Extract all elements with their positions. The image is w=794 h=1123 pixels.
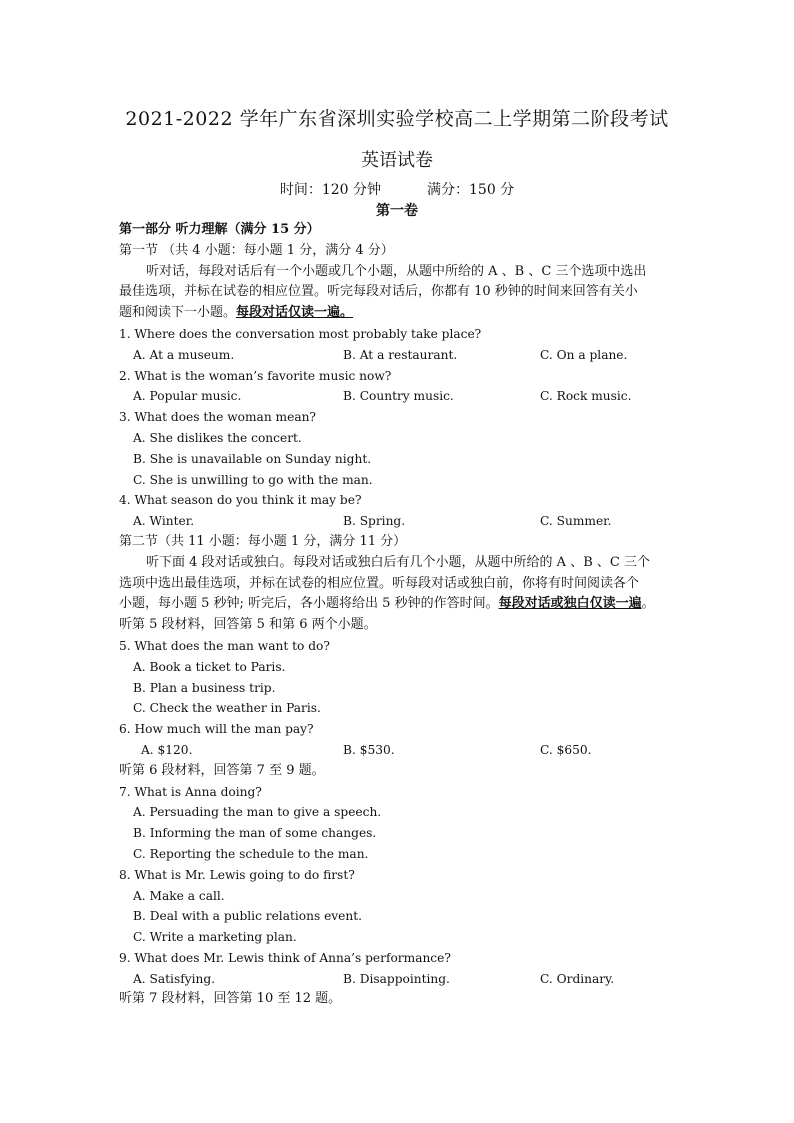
instruction-emphasis: 每段对话仅读一遍。 xyxy=(236,305,354,321)
instruction-text: 。 xyxy=(641,596,655,612)
material-note: 听第 6 段材料，回答第 7 至 9 题。 xyxy=(119,762,325,778)
option-b: B. She is unavailable on Sunday night. xyxy=(133,451,372,466)
option-a: A. Satisfying. xyxy=(133,971,216,986)
instruction-text: 题和阅读下一小题。 xyxy=(119,305,237,321)
question-options xyxy=(119,511,679,532)
question-stem: 1. Where does the conversation most probably take place? xyxy=(119,326,482,341)
exam-time-score xyxy=(0,179,794,199)
exam-score: 满分：150 分 xyxy=(427,182,515,198)
section2-instruction-line: 选项中选出最佳选项，并标在试卷的相应位置。听每段对话或独白前，你将有时间阅读各个 xyxy=(119,575,640,591)
question-stem: 2. What is the woman’s favorite music now? xyxy=(119,368,392,383)
option-a: A. $120. xyxy=(141,742,193,757)
material-note: 听第 7 段材料，回答第 10 至 12 题。 xyxy=(119,991,342,1007)
question-stem: 7. What is Anna doing? xyxy=(119,784,262,799)
question-options xyxy=(119,740,679,761)
question-stem: 3. What does the woman mean? xyxy=(119,410,316,425)
question-stem: 4. What season do you think it may be? xyxy=(119,493,362,508)
section2-instruction-line: 听下面 4 段对话或独白。每段对话或独白后有几个小题，从题中所给的 A 、B 、C 三个 xyxy=(146,554,650,570)
exam-content xyxy=(119,220,679,1010)
option-a: A. Persuading the man to give a speech. xyxy=(133,805,382,820)
option-a: A. At a museum. xyxy=(133,347,235,362)
section2-heading: 第二节（共 11 小题：每小题 1 分，满分 11 分） xyxy=(119,533,407,549)
option-c: C. Check the weather in Paris. xyxy=(133,701,321,716)
option-c: C. Ordinary. xyxy=(540,971,615,986)
option-c: C. Rock music. xyxy=(540,389,632,404)
option-b: B. $530. xyxy=(343,742,395,757)
option-a: A. Popular music. xyxy=(133,389,242,404)
exam-title: 2021-2022 学年广东省深圳实验学校高二上学期第二阶段考试 xyxy=(125,108,669,130)
section2-instruction-line xyxy=(119,594,679,615)
question-stem: 9. What does Mr. Lewis think of Anna’s performance? xyxy=(119,950,451,965)
exam-time: 时间：120 分钟 xyxy=(279,182,381,198)
option-b: B. Informing the man of some changes. xyxy=(133,826,377,841)
part1-heading: 第一部分 听力理解（满分 15 分） xyxy=(119,222,320,237)
material-note: 听第 5 段材料，回答第 5 和第 6 两个小题。 xyxy=(119,617,377,633)
option-a: A. Winter. xyxy=(133,514,195,529)
section1-instruction-line xyxy=(119,303,679,324)
option-b: B. At a restaurant. xyxy=(343,347,458,362)
instruction-text: 小题，每小题 5 秒钟; 听完后，各小题将给出 5 秒钟的作答时间。 xyxy=(119,596,499,612)
option-b: B. Spring. xyxy=(343,514,406,529)
option-c: C. Write a marketing plan. xyxy=(133,930,297,945)
question-options xyxy=(119,969,679,990)
option-b: B. Plan a business trip. xyxy=(133,680,276,695)
option-c: C. Summer. xyxy=(540,514,612,529)
volume-heading: 第一卷 xyxy=(376,203,418,219)
section1-instruction-line: 听对话，每段对话后有一个小题或几个小题，从题中所给的 A 、B 、C 三个选项中选出 xyxy=(146,263,647,279)
option-c: C. On a plane. xyxy=(540,347,628,362)
instruction-emphasis: 每段对话或独白仅读一遍 xyxy=(498,596,642,612)
option-c: C. $650. xyxy=(540,742,592,757)
question-stem: 6. How much will the man pay? xyxy=(119,722,314,737)
question-options xyxy=(119,345,679,366)
option-a: A. Book a ticket to Paris. xyxy=(133,659,286,674)
option-c: C. Reporting the schedule to the man. xyxy=(133,846,369,861)
option-b: B. Deal with a public relations event. xyxy=(133,909,363,924)
option-b: B. Country music. xyxy=(343,389,454,404)
section1-instruction-line: 最佳选项，并标在试卷的相应位置。听完每段对话后，你都有 10 秒钟的时间来回答有关小 xyxy=(119,284,638,300)
exam-subtitle: 英语试卷 xyxy=(361,150,433,171)
section1-heading: 第一节 （共 4 小题：每小题 1 分，满分 4 分） xyxy=(119,242,394,258)
question-stem: 5. What does the man want to do? xyxy=(119,638,330,653)
option-a: A. She dislikes the concert. xyxy=(133,430,302,445)
option-a: A. Make a call. xyxy=(133,888,225,903)
option-b: B. Disappointing. xyxy=(343,971,450,986)
option-c: C. She is unwilling to go with the man. xyxy=(133,472,373,487)
question-options xyxy=(119,386,679,407)
question-stem: 8. What is Mr. Lewis going to do first? xyxy=(119,867,355,882)
